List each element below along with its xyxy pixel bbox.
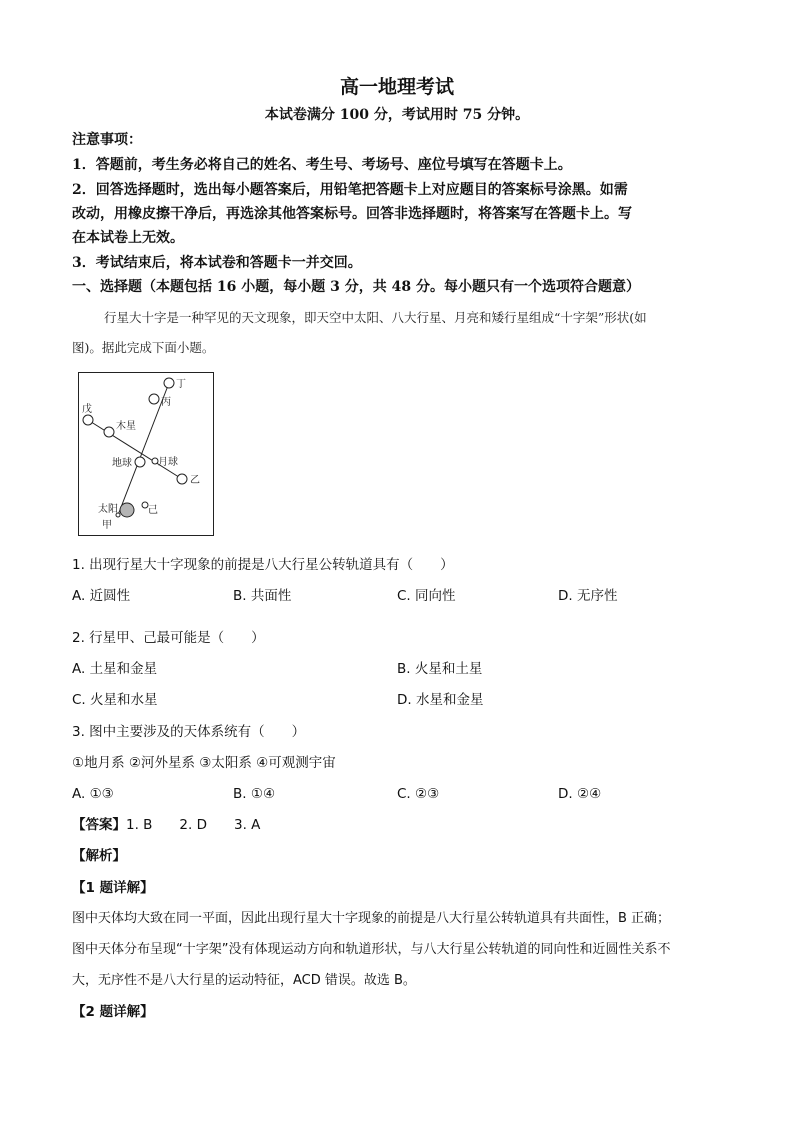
question-2-option-c: C. 火星和水星 (72, 692, 158, 708)
question-1-stem: 1. 出现行星大十字现象的前提是八大行星公转轨道具有（ ） (72, 557, 454, 573)
intro-line-1: 行星大十字是一种罕见的天文现象，即天空中太阳、八大行星、月亮和矮行星组成“十字架”形状(如 (104, 310, 647, 325)
question-3-option-d: D. ②④ (558, 786, 602, 802)
earth-icon (135, 457, 145, 467)
answer-block (72, 815, 260, 835)
question-1-option-b: B. 共面性 (233, 588, 292, 604)
label-ji: 己 (148, 505, 158, 516)
label-jupiter: 木星 (116, 421, 136, 432)
question-2-option-d: D. 水星和金星 (397, 692, 484, 708)
notes-item-3: 3．考试结束后，将本试卷和答题卡一并交回。 (72, 255, 362, 271)
answer-text: 1. B 2. D 3. A (126, 817, 261, 833)
q1-detail-line-2: 图中天体分布呈现“十字架”没有体现运动方向和轨道形状，与八大行星公转轨道的同向性和近圆性关系不 (72, 942, 671, 957)
question-3-option-c: C. ②③ (397, 786, 440, 802)
question-1-option-d: D. 无序性 (558, 588, 618, 604)
label-earth: 地球 (112, 458, 132, 469)
notes-item-2-line-3: 在本试卷上无效。 (72, 230, 184, 246)
question-2-option-a: A. 土星和金星 (72, 661, 158, 677)
notes-item-1: 1．答题前，考生务必将自己的姓名、考生号、考场号、座位号填写在答题卡上。 (72, 157, 572, 173)
notes-heading: 注意事项： (72, 132, 142, 148)
exam-subtitle: 本试卷满分 100 分，考试用时 75 分钟。 (264, 107, 530, 123)
page-title: 高一地理考试 (339, 76, 454, 98)
section-heading: 一、选择题（本题包括 16 小题，每小题 3 分，共 48 分。每小题只有一个选项符合题意） (72, 279, 640, 295)
sun-icon (120, 503, 134, 517)
label-wu: 戊 (82, 404, 92, 415)
label-yi: 乙 (190, 475, 200, 486)
question-1-option-a: A. 近圆性 (72, 588, 131, 604)
answer-label: 【答案】 (72, 817, 126, 833)
question-3-choices: ①地月系 ②河外星系 ③太阳系 ④可观测宇宙 (72, 755, 336, 771)
label-ding: 丁 (176, 379, 186, 390)
question-3-stem: 3. 图中主要涉及的天体系统有（ ） (72, 724, 306, 740)
label-moon: 月球 (158, 457, 178, 468)
planet-wu-icon (83, 415, 93, 425)
planet-ding-icon (164, 378, 174, 388)
question-2-option-b: B. 火星和土星 (397, 661, 483, 677)
question-3-option-b: B. ①④ (233, 786, 276, 802)
planet-cross-diagram (78, 372, 214, 536)
q1-detail-heading: 【1 题详解】 (72, 880, 154, 896)
question-1-option-c: C. 同向性 (397, 588, 456, 604)
label-bing: 丙 (161, 397, 171, 408)
planet-bing-icon (149, 394, 159, 404)
analysis-label: 【解析】 (72, 848, 126, 864)
jupiter-icon (104, 427, 114, 437)
notes-item-2-line-1: 2．回答选择题时，选出每小题答案后，用铅笔把答题卡上对应题目的答案标号涂黑。如需 (72, 182, 628, 198)
label-sun: 太阳 (98, 504, 118, 515)
label-jia: 甲 (102, 520, 112, 531)
intro-line-2: 图)。据此完成下面小题。 (72, 340, 215, 355)
q1-detail-line-1: 图中天体均大致在同一平面，因此出现行星大十字现象的前提是八大行星公转轨道具有共面性，B 正确； (72, 911, 671, 926)
question-3-option-a: A. ①③ (72, 786, 114, 802)
q1-detail-line-3: 大，无序性不是八大行星的运动特征，ACD 错误。故选 B。 (72, 973, 416, 988)
notes-item-2-line-2: 改动，用橡皮擦干净后，再选涂其他答案标号。回答非选择题时，将答案写在答题卡上。写 (72, 206, 632, 222)
planet-yi-icon (177, 474, 187, 484)
q2-detail-heading: 【2 题详解】 (72, 1004, 154, 1020)
question-2-stem: 2. 行星甲、己最可能是（ ） (72, 630, 265, 646)
